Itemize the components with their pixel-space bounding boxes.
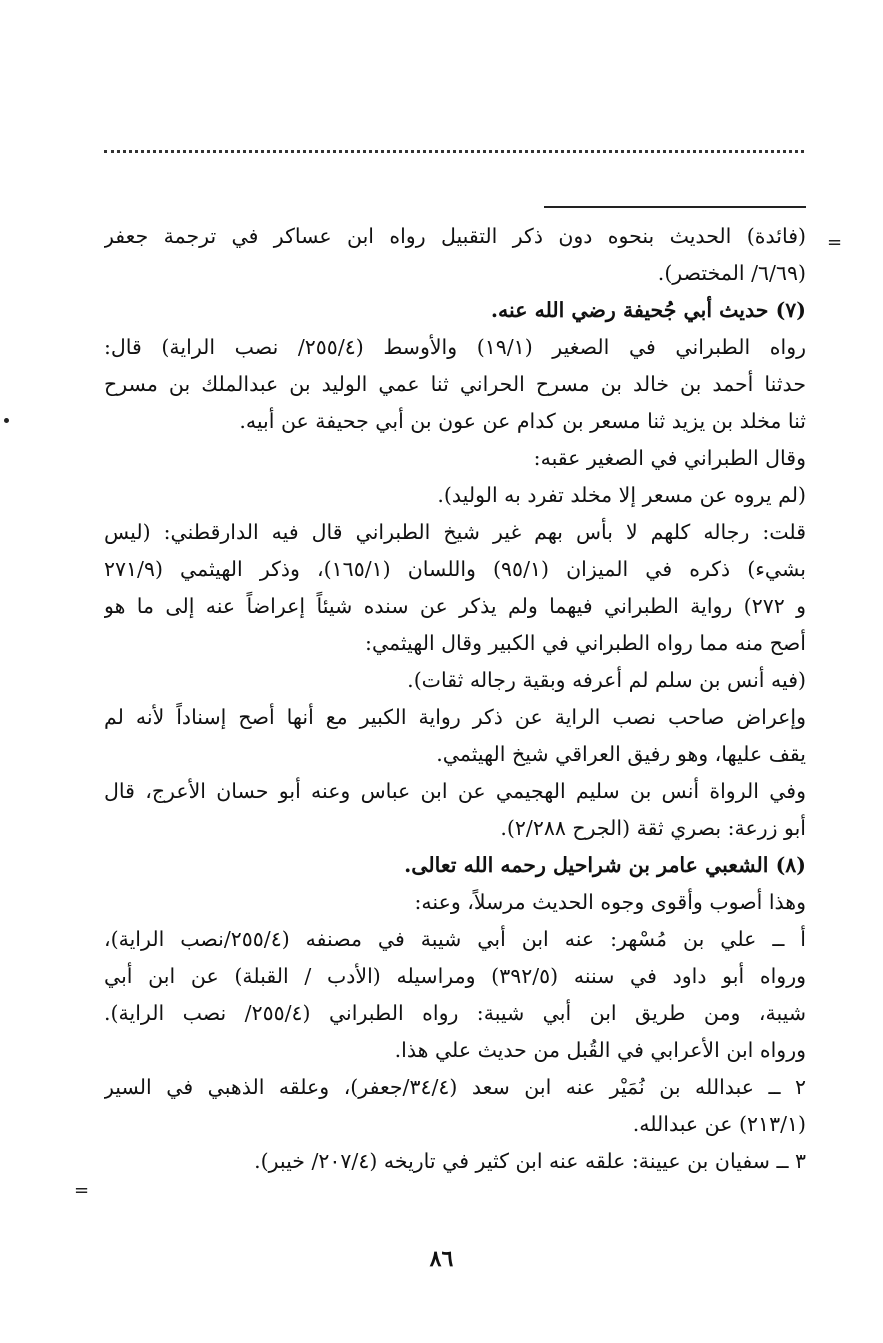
text-line: وإعراض صاحب نصب الراية عن ذكر رواية الكبير مع أنها أصح إسناداً لأنه لم xyxy=(104,705,806,729)
bottom-margin-marker: = xyxy=(74,1180,90,1201)
text-line: يقف عليها، وهو رفيق العراقي شيخ الهيثمي. xyxy=(436,742,806,766)
text-line: ثنا مخلد بن يزيد ثنا مسعر بن كدام عن عون بن أبي جحيفة عن أبيه. xyxy=(239,409,806,433)
text-line: ورواه ابن الأعرابي في القُبل من حديث علي هذا. xyxy=(394,1038,806,1062)
text-line: قلت: رجاله كلهم لا بأس بهم غير شيخ الطبراني قال فيه الدارقطني: (ليس xyxy=(104,520,806,544)
footnote-text-block xyxy=(104,218,806,1180)
text-line: أبو زرعة: بصري ثقة (الجرح ٢/٢٨٨). xyxy=(500,816,806,840)
text-line: ٣ ــ سفيان بن عيينة: علقه عنه ابن كثير في تاريخه (٢٠٧/٤/ خيبر). xyxy=(254,1149,806,1173)
text-line: أصح منه مما رواه الطبراني في الكبير وقال الهيثمي: xyxy=(365,631,806,655)
text-line: ٢ ــ عبدالله بن نُمَيْر عنه ابن سعد (٣٤/٤/جعفر)، وعلقه الذهبي في السير xyxy=(104,1075,806,1099)
section-heading: (٨) الشعبي عامر بن شراحيل رحمه الله تعالى. xyxy=(404,853,806,877)
text-line: وهذا أصوب وأقوى وجوه الحديث مرسلاً، وعنه: xyxy=(414,890,806,914)
page-number: ٨٦ xyxy=(429,1246,454,1272)
text-line: و ٢٧٢) رواية الطبراني فيهما ولم يذكر عن سنده شيئاً إعراضاً عنه إلى ما هو xyxy=(104,594,806,618)
text-line: وفي الرواة أنس بن سليم الهجيمي عن ابن عباس وعنه أبو حسان الأعرج، قال xyxy=(104,779,806,803)
text-line: (لم يروه عن مسعر إلا مخلد تفرد به الوليد). xyxy=(437,483,806,507)
text-line: (فيه أنس بن سلم لم أعرفه وبقية رجاله ثقات). xyxy=(407,668,806,692)
text-line: (٢١٣/١) عن عبدالله. xyxy=(632,1112,806,1136)
dotted-separator xyxy=(104,150,804,153)
text-line: أ ــ علي بن مُسْهر: عنه ابن أبي شيبة في مصنفه (٢٥٥/٤/نصب الراية)، xyxy=(104,927,806,951)
text-line: حدثنا أحمد بن خالد بن مسرح الحراني ثنا عمي الوليد بن عبدالملك بن مسرح xyxy=(104,372,806,396)
margin-dot xyxy=(4,418,9,423)
text-line: (فائدة) الحديث بنحوه دون ذكر التقبيل رواه ابن عساكر في ترجمة جعفر xyxy=(104,224,806,248)
section-heading: (٧) حديث أبي جُحيفة رضي الله عنه. xyxy=(490,298,806,322)
text-line: بشيء) ذكره في الميزان (٩٥/١) واللسان (١٦٥/١)، وذكر الهيثمي (٢٧١/٩ xyxy=(104,557,806,581)
text-line: وقال الطبراني في الصغير عقبه: xyxy=(533,446,806,470)
text-line: ورواه أبو داود في سننه (٣٩٢/٥) ومراسيله (الأدب / القبلة) عن ابن أبي xyxy=(104,964,806,988)
footnote-rule xyxy=(544,206,806,208)
text-line: (٦/٦٩/ المختصر). xyxy=(657,261,806,285)
text-line: رواه الطبراني في الصغير (١٩/١) والأوسط (٢٥٥/٤/ نصب الراية) قال: xyxy=(104,335,806,359)
text-line: شيبة، ومن طريق ابن أبي شيبة: رواه الطبراني (٢٥٥/٤/ نصب الراية). xyxy=(104,1001,806,1025)
top-margin-marker: = xyxy=(827,232,843,253)
